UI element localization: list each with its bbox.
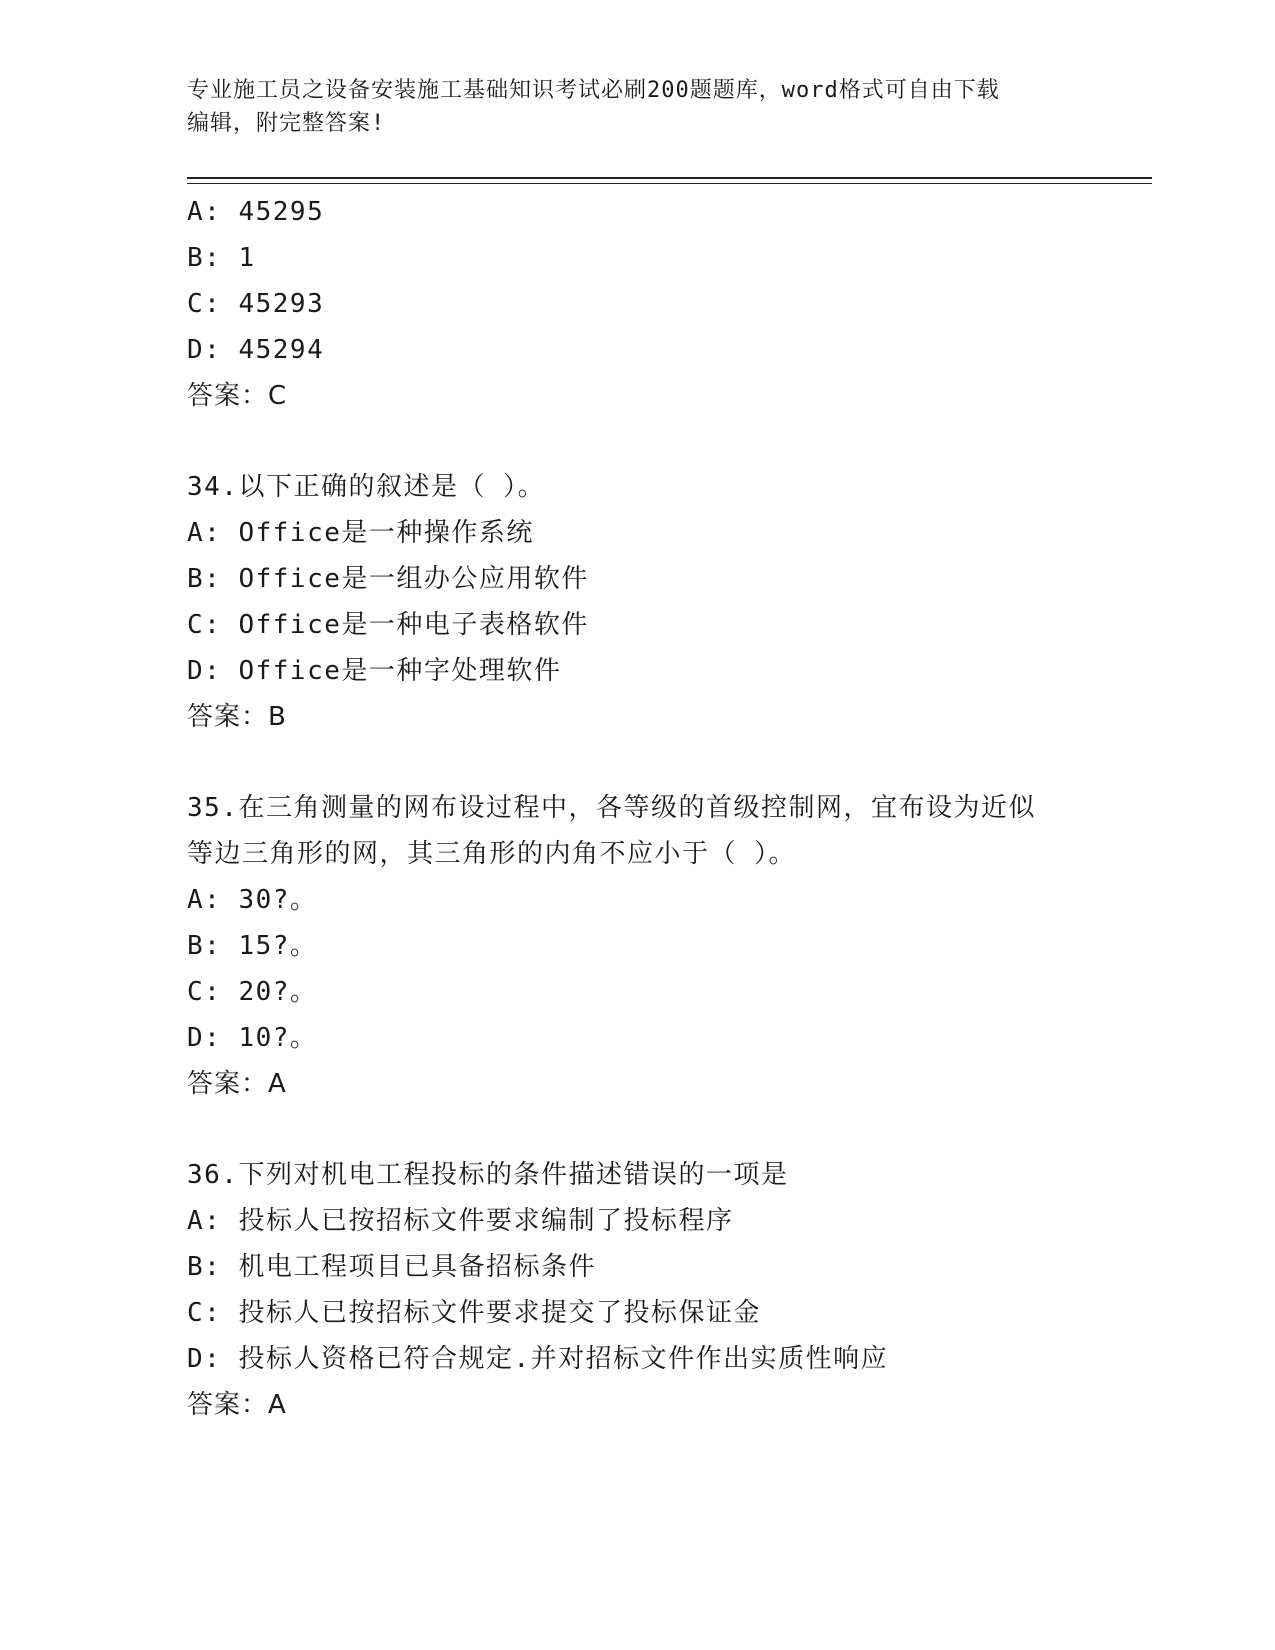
option-d: D: 10?。 — [187, 1023, 318, 1053]
option-b: B: 机电工程项目已具备招标条件 — [187, 1252, 596, 1282]
option-c: C: 投标人已按招标文件要求提交了投标保证金 — [187, 1298, 761, 1328]
question-spacer — [187, 1107, 1152, 1152]
option-c: C: Office是一种电子表格软件 — [187, 610, 589, 640]
header-title-line-2: 编辑，附完整答案! — [187, 111, 386, 136]
option-a: A: 投标人已按招标文件要求编制了投标程序 — [187, 1206, 734, 1236]
question-stem: 36.下列对机电工程投标的条件描述错误的一项是 — [187, 1160, 789, 1190]
document-header — [187, 74, 1067, 140]
answer-line: 答案：A — [187, 1069, 287, 1099]
question-35 — [187, 785, 1152, 1107]
option-d: D: 45294 — [187, 335, 325, 365]
option-a: A: 30?。 — [187, 885, 318, 915]
question-spacer — [187, 419, 1152, 464]
question-33 — [187, 189, 1152, 419]
question-spacer — [187, 740, 1152, 785]
option-c: C: 20?。 — [187, 977, 318, 1007]
option-a: A: 45295 — [187, 197, 325, 227]
option-b: B: 1 — [187, 243, 256, 273]
question-stem: 34.以下正确的叙述是（ ）。 — [187, 472, 546, 502]
option-d: D: Office是一种字处理软件 — [187, 656, 562, 686]
question-list — [187, 189, 1152, 1428]
option-d: D: 投标人资格已符合规定.并对招标文件作出实质性响应 — [187, 1344, 889, 1374]
question-stem-line-2: 等边三角形的网，其三角形的内角不应小于（ ）。 — [187, 839, 797, 869]
question-34 — [187, 464, 1152, 740]
answer-line: 答案：C — [187, 381, 288, 411]
header-title-line-1: 专业施工员之设备安装施工基础知识考试必刷200题题库，word格式可自由下载 — [187, 78, 1000, 103]
answer-line: 答案：A — [187, 1390, 287, 1420]
header-divider-thick — [187, 177, 1152, 179]
option-b: B: Office是一组办公应用软件 — [187, 564, 589, 594]
option-a: A: Office是一种操作系统 — [187, 518, 534, 548]
option-c: C: 45293 — [187, 289, 325, 319]
question-36 — [187, 1152, 1152, 1428]
answer-line: 答案：B — [187, 702, 287, 732]
header-divider-thin — [187, 183, 1152, 184]
question-stem-line-1: 35.在三角测量的网布设过程中，各等级的首级控制网，宜布设为近似 — [187, 793, 1036, 823]
option-b: B: 15?。 — [187, 931, 318, 961]
